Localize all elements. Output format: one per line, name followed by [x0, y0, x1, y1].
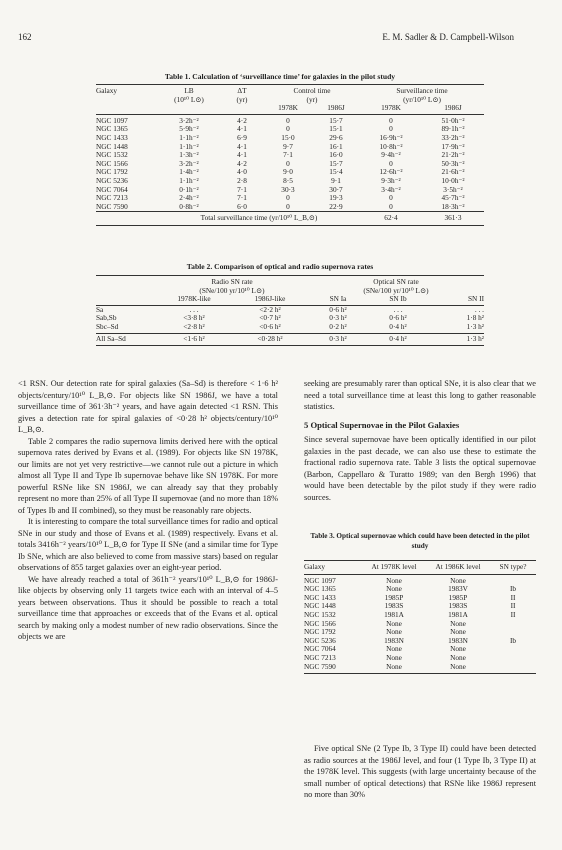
- t1-cell-surv-1986: 10·0h⁻²: [441, 175, 465, 185]
- t1-cell-control-1986: 30·7: [329, 184, 343, 194]
- table-row: [96, 114, 484, 125]
- t3-cell-1986: None: [450, 618, 466, 628]
- t3-cell-galaxy: NGC 1566: [304, 618, 336, 628]
- t3-cell-1978: None: [386, 644, 402, 654]
- t3-cell-galaxy: NGC 1448: [304, 601, 336, 611]
- t2-cell-ib: . . .: [393, 304, 403, 314]
- t3-cell-galaxy: NGC 1097: [304, 575, 336, 585]
- t2-cell-type: Sbc–Sd: [96, 323, 156, 333]
- t3-cell-1986: None: [450, 627, 466, 637]
- t1-cell-surv-1986: 89·1h⁻²: [441, 124, 465, 134]
- t1-col-lb-unit: (10¹⁰ L⊙): [174, 94, 204, 104]
- t1-cell-lb: 3·2h⁻²: [179, 158, 199, 168]
- right-paragraph-3-text: Five optical SNe (2 Type Ib, 3 Type II) could have been detected as radio sources at the 1986J level, and four (1 Type Ib, 3 Type II) at the 1978K level. This suggests (with large uncertainty because of the small number of optical detections) that RSNe like 1986J represent no more than 30%: [304, 744, 536, 799]
- t1-cell-dt: 6·0: [237, 201, 247, 211]
- t3-cell-type: II: [510, 609, 516, 619]
- t1-cell-surv-1986: 50·3h⁻²: [441, 158, 465, 168]
- t3-cell-1978: None: [386, 584, 402, 594]
- t2-col-radio-unit: (SNe/100 yr/10¹⁰ L⊙): [199, 285, 265, 295]
- t2-cell-ia: 0·3 h²: [329, 313, 347, 323]
- t2-all-ii: 1·3 h²: [428, 333, 484, 346]
- t3-cell-galaxy: NGC 7064: [304, 644, 336, 654]
- table-row: [304, 620, 536, 629]
- t3-cell-type: II: [510, 592, 516, 602]
- t1-cell-surv-1978: 0: [389, 201, 393, 211]
- t1-cell-surv-1978: 10·8h⁻²: [379, 141, 403, 151]
- t1-cell-galaxy: NGC 7590: [96, 201, 128, 211]
- t1-sub-surv-1978: 1978K: [360, 104, 422, 114]
- t3-cell-galaxy: NGC 1792: [304, 627, 336, 637]
- t3-col-1978: At 1978K level: [362, 561, 426, 575]
- t1-col-control: Control time: [264, 85, 360, 96]
- t3-cell-type: [490, 663, 536, 674]
- t1-cell-control-1978: 9·0: [283, 167, 293, 177]
- t1-cell-lb: 1·1h⁻²: [179, 141, 199, 151]
- t1-col-surveillance: Surveillance time: [360, 85, 484, 96]
- t1-cell-control-1986: 9·1: [331, 175, 341, 185]
- t1-cell-surv-1978: 12·6h⁻²: [379, 167, 403, 177]
- table-row: [304, 628, 536, 637]
- t1-total-label: Total surveillance time (yr/10¹⁰ L_B,⊙): [158, 212, 360, 226]
- t1-cell-control-1986: 15·1: [329, 124, 343, 134]
- t1-cell-dt: 4·1: [237, 150, 247, 160]
- t2-col-optical-unit: (SNe/100 yr/10¹⁰ L⊙): [363, 285, 429, 295]
- left-column: [18, 378, 278, 643]
- t1-cell-lb: 5·9h⁻²: [179, 124, 199, 134]
- table-row: [304, 654, 536, 663]
- table-row: [304, 663, 536, 674]
- t1-cell-control-1986: 29·6: [329, 132, 343, 142]
- t3-cell-1986: 1983N: [448, 635, 468, 645]
- t1-cell-galaxy: NGC 1566: [96, 158, 128, 168]
- t1-col-surveillance-unit: (yr/10¹⁰ L⊙): [403, 94, 441, 104]
- table-row: [304, 637, 536, 646]
- t1-cell-galaxy: NGC 1532: [96, 150, 128, 160]
- t1-cell-control-1986: 16·0: [329, 150, 343, 160]
- table-row: [96, 305, 484, 314]
- t3-col-type: SN type?: [490, 561, 536, 575]
- t1-cell-galaxy: NGC 1792: [96, 167, 128, 177]
- t1-col-lb: LB: [158, 85, 220, 96]
- t3-cell-1978: None: [386, 575, 402, 585]
- t1-cell-surv-1986: 17·9h⁻²: [441, 141, 465, 151]
- t2-sub-1978like: 1978K-like: [156, 295, 232, 305]
- t1-cell-surv-1986: 51·0h⁻²: [441, 115, 465, 125]
- t3-cell-galaxy: NGC 1365: [304, 584, 336, 594]
- right-paragraph-1: [304, 378, 536, 413]
- t2-sub-ii: SN II: [428, 295, 484, 305]
- table-row: [96, 314, 484, 323]
- t1-cell-dt: 6·9: [237, 132, 247, 142]
- t1-cell-dt: 7·1: [237, 184, 247, 194]
- t1-cell-control-1978: 0: [286, 158, 290, 168]
- right-paragraph-2-text: Since several supernovae have been optically identified in our pilot galaxies in the past decade, we can also use these to estimate the fractional radio supernova rate. Table 3 lists the optical supernovae (Barbon, Cappellaro & Turatto 1989; van den Bergh 1996) that would have been detectable by the pilot study if they were radio sources.: [304, 435, 536, 502]
- running-header-authors: E. M. Sadler & D. Campbell-Wilson: [382, 32, 514, 42]
- t2-cell-radio-1978: <3·8 h²: [183, 313, 205, 323]
- t2-cell-ii: 1·8 h²: [466, 313, 484, 323]
- t1-cell-control-1986: 16·1: [329, 141, 343, 151]
- t1-cell-lb: 1·1h⁻²: [179, 175, 199, 185]
- table1-caption: Table 1. Calculation of ‘surveillance time’ for galaxies in the pilot study: [164, 72, 396, 81]
- table-row: [304, 585, 536, 594]
- t1-cell-surv-1978: 0: [389, 115, 393, 125]
- t2-col-radio: Radio SN rate: [156, 276, 308, 287]
- t1-cell-lb: 2·4h⁻²: [179, 193, 199, 203]
- t3-cell-galaxy: NGC 1433: [304, 592, 336, 602]
- t1-cell-surv-1978: 3·4h⁻²: [381, 184, 401, 194]
- t2-col-optical: Optical SN rate: [308, 276, 484, 287]
- t1-cell-surv-1978: 9·3h⁻²: [381, 175, 401, 185]
- t3-cell-1986: None: [426, 663, 490, 674]
- t3-cell-1986: None: [450, 652, 466, 662]
- t3-cell-1986: None: [450, 644, 466, 654]
- t1-cell-dt: 4·1: [237, 124, 247, 134]
- t3-cell-type: Ib: [509, 584, 517, 594]
- t1-total-1978: 62·4: [360, 212, 422, 226]
- table-row: [96, 151, 484, 160]
- t2-sub-ib: SN Ib: [368, 295, 428, 305]
- t3-cell-1986: 1981A: [448, 609, 468, 619]
- t3-cell-1986: 1985P: [448, 592, 468, 602]
- table-row: [304, 645, 536, 654]
- table-row: [304, 611, 536, 620]
- t1-cell-surv-1978: 9·4h⁻²: [381, 150, 401, 160]
- page-number: 162: [18, 32, 32, 42]
- t1-cell-galaxy: NGC 1365: [96, 124, 128, 134]
- left-paragraph-1: <1 RSN. Our detection rate for spiral galaxies (Sa–Sd) is therefore < 1·6 h² objects/century/10¹⁰ L_B,⊙. For objects like SN 1986J, we have a total surveillance time of 361·3h⁻² years, and have again detected <1 RSN. This gives a detection rate for spiral galaxies of <0·28 h² objects/century/10¹⁰ L_B,⊙.: [18, 379, 278, 434]
- t1-cell-control-1986: 22·9: [329, 201, 343, 211]
- t1-col-control-unit: (yr): [306, 94, 318, 104]
- t3-cell-type: [490, 620, 536, 629]
- t1-cell-surv-1986: 3·5h⁻²: [443, 184, 463, 194]
- left-paragraph-2: Table 2 compares the radio supernova limits derived here with the optical supernova rates derived by Evans et al. (1989). For objects like SN 1978K, our limits are not yet very restrictive—we cannot rule out a picture in which almost all Type II and Type Ib supernovae behave like SN 1978K. For more powerful RSNe like SN 1986J, we can already say that they probably represent no more than 25% of all Type II supernovae (and no more than 18% of Types Ib and II combined), so they must be reasonably rare objects.: [18, 436, 278, 515]
- t2-cell-ii: 1·3 h²: [428, 323, 484, 333]
- table-row: [96, 194, 484, 203]
- t1-cell-control-1986: 19·3: [329, 193, 343, 203]
- t3-cell-1986: 1983S: [448, 601, 468, 611]
- t1-cell-control-1978: 0: [286, 115, 290, 125]
- table-row: [304, 574, 536, 585]
- t3-cell-1978: 1983N: [384, 635, 404, 645]
- t3-cell-type: [490, 654, 536, 663]
- t1-cell-lb: 1·1h⁻²: [179, 132, 199, 142]
- t3-cell-galaxy: NGC 5236: [304, 635, 336, 645]
- t2-cell-ia: 0·2 h²: [308, 323, 368, 333]
- t3-cell-1978: 1983S: [384, 601, 404, 611]
- t3-cell-1978: None: [386, 627, 402, 637]
- t3-cell-1978: None: [362, 663, 426, 674]
- t1-cell-dt: 4·0: [237, 167, 247, 177]
- t1-cell-galaxy: NGC 7213: [96, 193, 128, 203]
- t1-cell-surv-1986: 21·2h⁻²: [441, 150, 465, 160]
- t1-cell-lb: 3·2h⁻²: [179, 115, 199, 125]
- t1-cell-dt: 7·1: [237, 193, 247, 203]
- t2-cell-type: Sa: [96, 304, 104, 314]
- table-row: [304, 602, 536, 611]
- t1-cell-control-1978: 15·0: [281, 132, 295, 142]
- t1-cell-dt: 4·1: [237, 141, 247, 151]
- t3-cell-1978: None: [386, 652, 402, 662]
- t1-cell-surv-1986: 33·2h⁻²: [441, 132, 465, 142]
- t1-cell-control-1978: 8·5: [283, 175, 293, 185]
- t1-cell-galaxy: NGC 1097: [96, 115, 128, 125]
- t1-cell-dt: 2·8: [237, 175, 247, 185]
- t2-all-r1978: <1·6 h²: [156, 333, 232, 346]
- section-title: 5 Optical Supernovae in the Pilot Galaxies: [304, 420, 460, 430]
- t1-cell-control-1978: 0: [286, 124, 290, 134]
- table3: [304, 560, 536, 674]
- t1-cell-control-1978: 0: [286, 193, 290, 203]
- right-paragraph-2: [304, 434, 536, 503]
- t1-cell-surv-1986: 21·6h⁻²: [441, 167, 465, 177]
- t3-col-galaxy: Galaxy: [304, 561, 362, 575]
- t1-sub-surv-1986: 1986J: [422, 104, 484, 114]
- t1-cell-control-1978: 7·1: [283, 150, 293, 160]
- t2-cell-ib: 0·6 h²: [389, 313, 407, 323]
- t2-sub-1986like: 1986J-like: [232, 295, 308, 305]
- table2: [96, 275, 484, 346]
- t1-col-galaxy: Galaxy: [96, 85, 158, 96]
- t1-col-dt-unit: (yr): [236, 94, 248, 104]
- t1-cell-control-1986: 15·4: [329, 167, 343, 177]
- t1-cell-control-1978: 30·3: [281, 184, 295, 194]
- t1-cell-control-1978: 9·7: [283, 141, 293, 151]
- t3-cell-type: Ib: [509, 635, 517, 645]
- t1-cell-control-1986: 15·7: [329, 158, 343, 168]
- t2-all-type: All Sa–Sd: [96, 333, 156, 346]
- t1-cell-surv-1978: 0: [389, 158, 393, 168]
- right-paragraph-3: [304, 743, 536, 801]
- t2-cell-ia: 0·6 h²: [329, 304, 347, 314]
- t1-cell-surv-1986: 45·7h⁻²: [441, 193, 465, 203]
- table3-caption: Table 3. Optical supernovae which could have been detected in the pilot study: [310, 532, 530, 550]
- t1-cell-control-1978: 0: [286, 201, 290, 211]
- t3-cell-type: [490, 645, 536, 654]
- t1-sub-control-1986: 1986J: [312, 104, 360, 114]
- t3-cell-galaxy: NGC 1532: [304, 609, 336, 619]
- t3-cell-1978: 1981A: [384, 609, 404, 619]
- t1-cell-lb: 0·1h⁻²: [179, 184, 199, 194]
- t1-sub-control-1978: 1978K: [264, 104, 312, 114]
- t2-cell-ii: . . .: [474, 304, 484, 314]
- t1-cell-lb: 0·8h⁻²: [179, 201, 199, 211]
- t1-cell-galaxy: NGC 7064: [96, 184, 128, 194]
- t2-all-ib: 0·4 h²: [368, 333, 428, 346]
- table-row: [304, 594, 536, 603]
- t3-cell-galaxy: NGC 7213: [304, 652, 336, 662]
- t3-cell-type: II: [510, 601, 516, 611]
- t2-cell-ib: 0·4 h²: [368, 323, 428, 333]
- table2-caption: Table 2. Comparison of optical and radio supernova rates: [186, 262, 374, 271]
- table-row: [96, 186, 484, 195]
- t3-cell-1986: 1983V: [448, 584, 468, 594]
- table-row: [96, 203, 484, 212]
- t3-cell-1978: None: [386, 618, 402, 628]
- t1-cell-dt: 4·2: [237, 115, 247, 125]
- t1-cell-lb: 1·4h⁻²: [179, 167, 199, 177]
- t1-cell-galaxy: NGC 1448: [96, 141, 128, 151]
- t3-col-1986: At 1986K level: [426, 561, 490, 575]
- t2-cell-radio-1978: . . .: [189, 304, 199, 314]
- t1-cell-galaxy: NGC 1433: [96, 132, 128, 142]
- t3-cell-galaxy: NGC 7590: [304, 663, 362, 674]
- t1-cell-lb: 1·3h⁻²: [179, 150, 199, 160]
- t3-cell-1978: 1985P: [384, 592, 404, 602]
- t1-cell-surv-1978: 0: [389, 193, 393, 203]
- t2-all-r1986: <0·28 h²: [232, 333, 308, 346]
- t2-cell-type: Sab,Sb: [96, 313, 117, 323]
- t2-cell-radio-1986: <0·7 h²: [259, 313, 281, 323]
- left-paragraph-3: It is interesting to compare the total surveillance times for radio and optical SNe in our study and those of Evans et al. (1989) respectively. Evans et al. totals 3416h⁻² years/10¹⁰ L_B,⊙ for Type II SNe (and a similar time for Type Ib SNe, which are also believed to come from massive stars) based on regular observations of 855 target galaxies over an eight-year period.: [18, 517, 278, 572]
- t2-cell-radio-1986: <0·6 h²: [232, 323, 308, 333]
- table-row: [96, 323, 484, 333]
- t2-sub-ia: SN Ia: [308, 295, 368, 305]
- t3-cell-1986: None: [450, 575, 466, 585]
- t1-col-dt: ΔT: [220, 85, 264, 96]
- t1-cell-surv-1978: 16·9h⁻²: [379, 132, 403, 142]
- t2-all-ia: 0·3 h²: [308, 333, 368, 346]
- right-paragraph-1-text: seeking are presumably rarer than optical SNe, it is also clear that we need a total surveillance time at least this long to gather reasonable statistics.: [304, 379, 536, 411]
- t1-cell-galaxy: NGC 5236: [96, 175, 128, 185]
- t2-cell-radio-1978: <2·8 h²: [156, 323, 232, 333]
- t1-total-1986: 361·3: [422, 212, 484, 226]
- t1-cell-surv-1978: 0: [389, 124, 393, 134]
- t2-cell-radio-1986: <2·2 h²: [259, 304, 281, 314]
- t1-cell-surv-1986: 18·3h⁻²: [441, 201, 465, 211]
- left-paragraph-4: We have already reached a total of 361h⁻² years/10¹⁰ L_B,⊙ for 1986J-like objects by observing only 11 targets twice each with an interval of 4–5 years between observations. Thus it should be possible to reach a total surveillance time that approaches or exceeds that of the Evans et al. optical search by making only a modest number of new radio observations. Since the objects we are: [18, 574, 278, 641]
- t1-cell-dt: 4·2: [237, 158, 247, 168]
- t1-cell-control-1986: 15·7: [329, 115, 343, 125]
- table1: [96, 84, 484, 226]
